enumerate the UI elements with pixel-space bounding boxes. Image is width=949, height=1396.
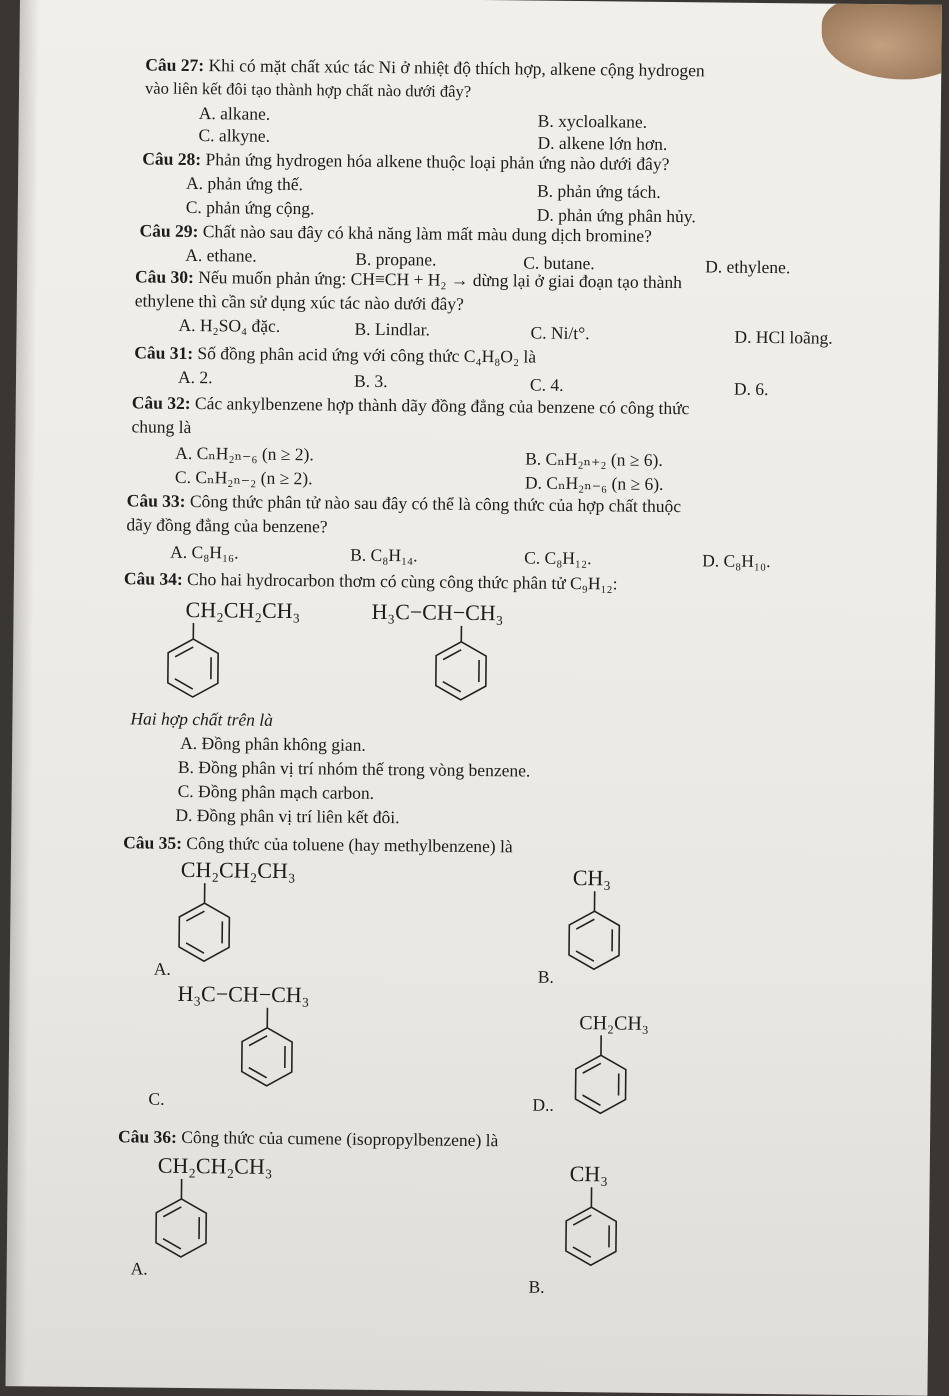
question-label: Câu 30:: [135, 266, 194, 287]
option-b: B. phản ứng tách.: [537, 181, 661, 202]
question-30: [135, 266, 682, 292]
question-27: [145, 54, 705, 80]
option-b: B.: [538, 967, 554, 987]
question-text: Công thức của cumene (isopropylbenzene) là: [181, 1127, 498, 1150]
question-text: Số đồng phân acid ứng với công thức C₄H₈O₂ là: [197, 343, 536, 367]
question-text-cont: Hai hợp chất trên là: [130, 708, 273, 729]
option-a: A. CₙH₂ₙ₋₆ (n ≥ 2).: [175, 443, 314, 464]
option-b: B.: [528, 1277, 544, 1297]
cumene-option-a-structure: [157, 1147, 368, 1269]
option-a: A. alkane.: [199, 103, 271, 124]
option-b: B. Lindlar.: [354, 319, 430, 340]
option-d: D. C₈H₁₀.: [702, 550, 771, 571]
question-label: Câu 28:: [142, 148, 201, 169]
question-text: Công thức của toluene (hay methylbenzene) là: [186, 833, 513, 856]
option-c: C. CₙH₂ₙ₋₂ (n ≥ 2).: [175, 467, 313, 488]
question-label: Câu 36:: [118, 1126, 177, 1147]
option-b: B. CₙH₂ₙ₊₂ (n ≥ 6).: [525, 448, 663, 469]
question-text-cont: chung là: [131, 416, 191, 437]
question-label: Câu 33:: [127, 490, 186, 511]
option-c: C. phản ứng cộng.: [186, 197, 315, 218]
finger-photo-artifact: [821, 0, 942, 80]
option-d: D..: [532, 1095, 554, 1115]
option-d: D. HCl loãng.: [734, 327, 832, 348]
substituent-label: CH₂CH₂CH₃: [158, 1153, 273, 1179]
toluene-option-a-structure: [180, 851, 381, 973]
option-c: C. butane.: [523, 252, 595, 273]
option-c: C. alkyne.: [198, 125, 270, 146]
option-b: B. Đồng phân vị trí nhóm thế trong vòng benzene.: [178, 757, 531, 781]
option-b: B. 3.: [354, 371, 388, 391]
substituent-label: CH₃: [573, 865, 611, 890]
propylbenzene-structure: [163, 591, 364, 708]
question-text: Công thức phân tử nào sau đây có thể là công thức của hợp chất thuộc: [190, 491, 681, 516]
option-b: B. xycloalkane.: [538, 111, 648, 132]
toluene-option-d-structure: [576, 1003, 717, 1124]
question-text: Cho hai hydrocarbon thơm có cùng công thức phân tử C₉H₁₂:: [187, 569, 618, 594]
toluene-option-c-structure: [177, 975, 398, 1097]
question-text: Phản ứng hydrogen hóa alkene thuộc loại phản ứng nào dưới đây?: [205, 149, 669, 174]
question-text: Chất nào sau đây có khả năng làm mất màu dung dịch bromine?: [203, 221, 652, 246]
question-label: Câu 27:: [145, 54, 204, 75]
cumene-structure: [371, 593, 602, 710]
substituent-label: CH₃: [570, 1161, 608, 1186]
substituent-label: H₃C−CH−CH₃: [177, 981, 309, 1007]
option-a: A. ethane.: [185, 245, 257, 266]
question-label: Câu 35:: [123, 832, 182, 853]
toluene-option-b-structure: [570, 859, 671, 980]
question-text: Khi có mặt chất xúc tác Ni ở nhiệt độ thích hợp, alkene cộng hydrogen: [208, 55, 704, 80]
option-d: D. alkene lớn hơn.: [537, 133, 667, 154]
page-shadow: [5, 0, 40, 1386]
option-a: A. C₈H₁₆.: [170, 542, 239, 563]
question-33: [127, 490, 682, 516]
question-label: Câu 32:: [132, 392, 191, 413]
question-text-cont: dãy đồng đẳng của benzene?: [126, 514, 327, 536]
question-label: Câu 31:: [134, 342, 193, 363]
question-32: [132, 392, 690, 418]
option-a: A. phản ứng thế.: [186, 173, 303, 194]
question-label: Câu 29:: [139, 220, 198, 241]
option-d: D. Đồng phân vị trí liên kết đôi.: [175, 805, 399, 827]
cumene-option-b-structure: [567, 1155, 668, 1276]
option-c: C. Ni/t°.: [530, 323, 589, 344]
option-a: A.: [131, 1258, 148, 1278]
option-c: C. C₈H₁₂.: [524, 547, 592, 568]
exam-paper: [5, 0, 942, 1396]
option-a: A. Đồng phân không gian.: [180, 733, 366, 755]
question-text: Nếu muốn phản ứng: CH≡CH + H₂ → dừng lại ở giai đoạn tạo thành: [198, 267, 682, 292]
question-label: Câu 34:: [124, 568, 183, 589]
option-b: B. propane.: [355, 249, 436, 270]
substituent-label: CH₂CH₃: [579, 1012, 649, 1035]
question-28: [142, 148, 669, 174]
question-29: [139, 220, 651, 245]
question-text: Các ankylbenzene hợp thành dãy đồng đẳng của benzene có công thức: [195, 393, 690, 418]
substituent-label: H₃C−CH−CH₃: [371, 599, 503, 625]
option-c: C. 4.: [530, 375, 564, 395]
option-a: A. H₂SO₄ đặc.: [178, 315, 280, 336]
question-34: [124, 568, 618, 593]
option-b: B. C₈H₁₄.: [350, 545, 418, 566]
option-d: D. phản ứng phân hủy.: [537, 205, 696, 227]
substituent-label: CH₂CH₂CH₃: [185, 597, 300, 623]
question-31: [134, 342, 536, 366]
option-a: A. 2.: [178, 367, 213, 387]
substituent-label: CH₂CH₂CH₃: [181, 857, 296, 883]
option-c: C. Đồng phân mạch carbon.: [178, 781, 375, 803]
option-d: D. ethylene.: [705, 256, 790, 277]
question-text-cont: vào liên kết đôi tạo thành hợp chất nào dưới đây?: [145, 78, 471, 101]
question-text-cont: ethylene thì cần sử dụng xúc tác nào dưới đây?: [135, 290, 464, 313]
option-c: C.: [148, 1089, 164, 1109]
option-a: A.: [154, 959, 171, 979]
option-d: D. 6.: [734, 379, 769, 399]
option-d: D. CₙH₂ₙ₋₆ (n ≥ 6).: [525, 472, 664, 493]
